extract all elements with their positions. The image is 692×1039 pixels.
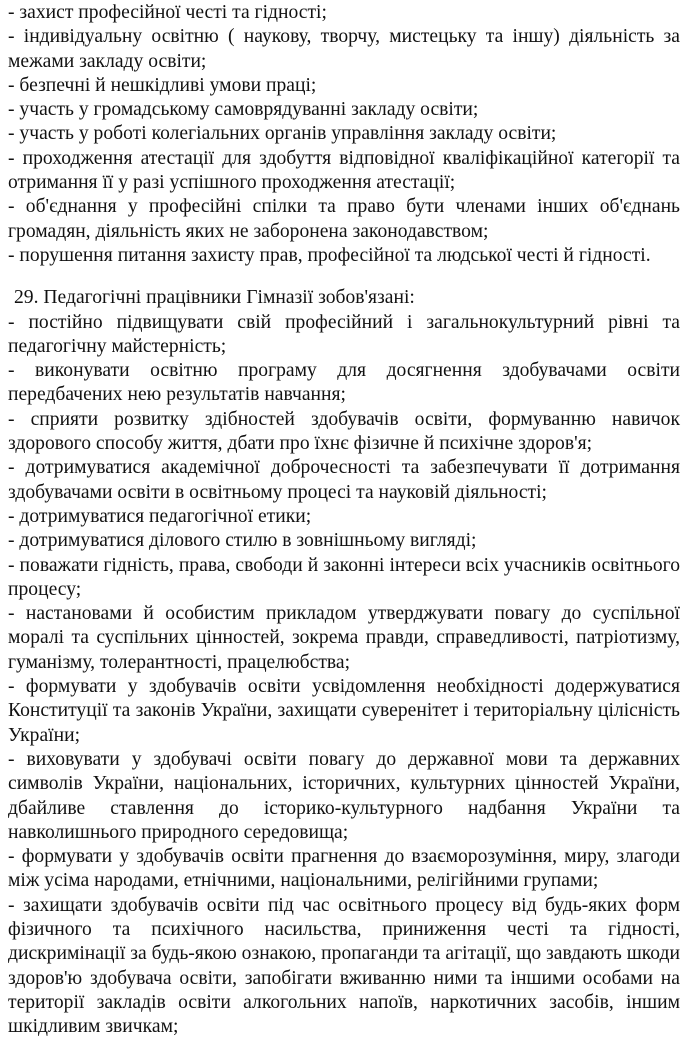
list-item: - поважати гідність, права, свободи й законні інтереси всіх учасників освітнього процесу; [8, 554, 680, 600]
list-item: - участь у роботі колегіальних органів управління закладу освіти; [8, 123, 557, 145]
list-item: - безпечні й нешкідливі умови праці; [8, 74, 317, 96]
list-item: - постійно підвищувати свій професійний і загальнокультурний рівні та педагогічну майстерність; [8, 311, 680, 357]
list-item: - виконувати освітню програму для досягнення здобувачами освіти передбачених нею результатів навчання; [8, 360, 680, 406]
list-item: - дотримуватися академічної доброчесності та забезпечувати її дотримання здобувачами освіти в освітньому процесі та науковій діяльності; [8, 457, 680, 503]
list-item: - об'єднання у професійні спілки та право бути членами інших об'єднань громадян, діяльність яких не заборонена законодавством; [8, 196, 680, 242]
list-item: - дотримуватися ділового стилю в зовнішньому вигляді; [8, 530, 477, 552]
list-item: - формувати у здобувачів освіти усвідомлення необхідності додержуватися Конституції та законів України, захищати суверенітет і територіальну цілісність України; [8, 676, 680, 746]
list-item: - індивідуальну освітню ( наукову, творчу, мистецьку та іншу) діяльність за межами закладу освіти; [8, 26, 680, 72]
list-item: - сприяти розвитку здібностей здобувачів освіти, формуванню навичок здорового способу життя, дбати про їхнє фізичне й психічне здоров'я; [8, 408, 680, 455]
list-item: - захист професійної честі та гідності; [8, 2, 327, 23]
section-gap [8, 268, 680, 286]
list-item: - захищати здобувачів освіти під час освітнього процесу від будь-яких форм фізичного та психічного насильства, приниження честі та гідності, дискримінації за будь-якою ознакою, пропаганди та агітації, що завдають шкоди здоров'ю здобувача освіти, запобігати вживанню ними та іншими особами на території закладів освіти алкогольних напоїв, наркотичних засобів, іншим шкідливим звичкам; [8, 894, 680, 1038]
list-item: - дотримуватися педагогічної етики; [8, 505, 312, 527]
list-item: - проходження атестації для здобуття відповідної кваліфікаційної категорії та отримання її у разі успішного проходження атестації; [8, 147, 680, 194]
rights-list [8, 1, 680, 268]
section-29 [8, 286, 680, 1039]
list-item: - формувати у здобувачів освіти прагнення до взаєморозуміння, миру, злагоди між усіма народами, етнічними, національними, релігійними групами; [8, 846, 680, 892]
list-item: - виховувати у здобувачі освіти повагу до державної мови та державних символів України, національних, історичних, культурних цінностей України, дбайливе ставлення до історико-культурного надбання України та навколишнього природного середовища; [8, 748, 680, 843]
list-item: - участь у громадському самоврядуванні закладу освіти; [8, 99, 479, 121]
list-item: - настановами й особистим прикладом утверджувати повагу до суспільної моралі та суспільних цінностей, зокрема правди, справедливості, патріотизму, гуманізму, толерантності, працелюбства; [8, 603, 680, 673]
section-heading: 29. Педагогічні працівники Гімназії зобов'язані: [14, 287, 415, 309]
list-item: - порушення питання захисту прав, професійної та людської честі й гідності. [8, 244, 651, 266]
document-page [8, 1, 680, 1039]
